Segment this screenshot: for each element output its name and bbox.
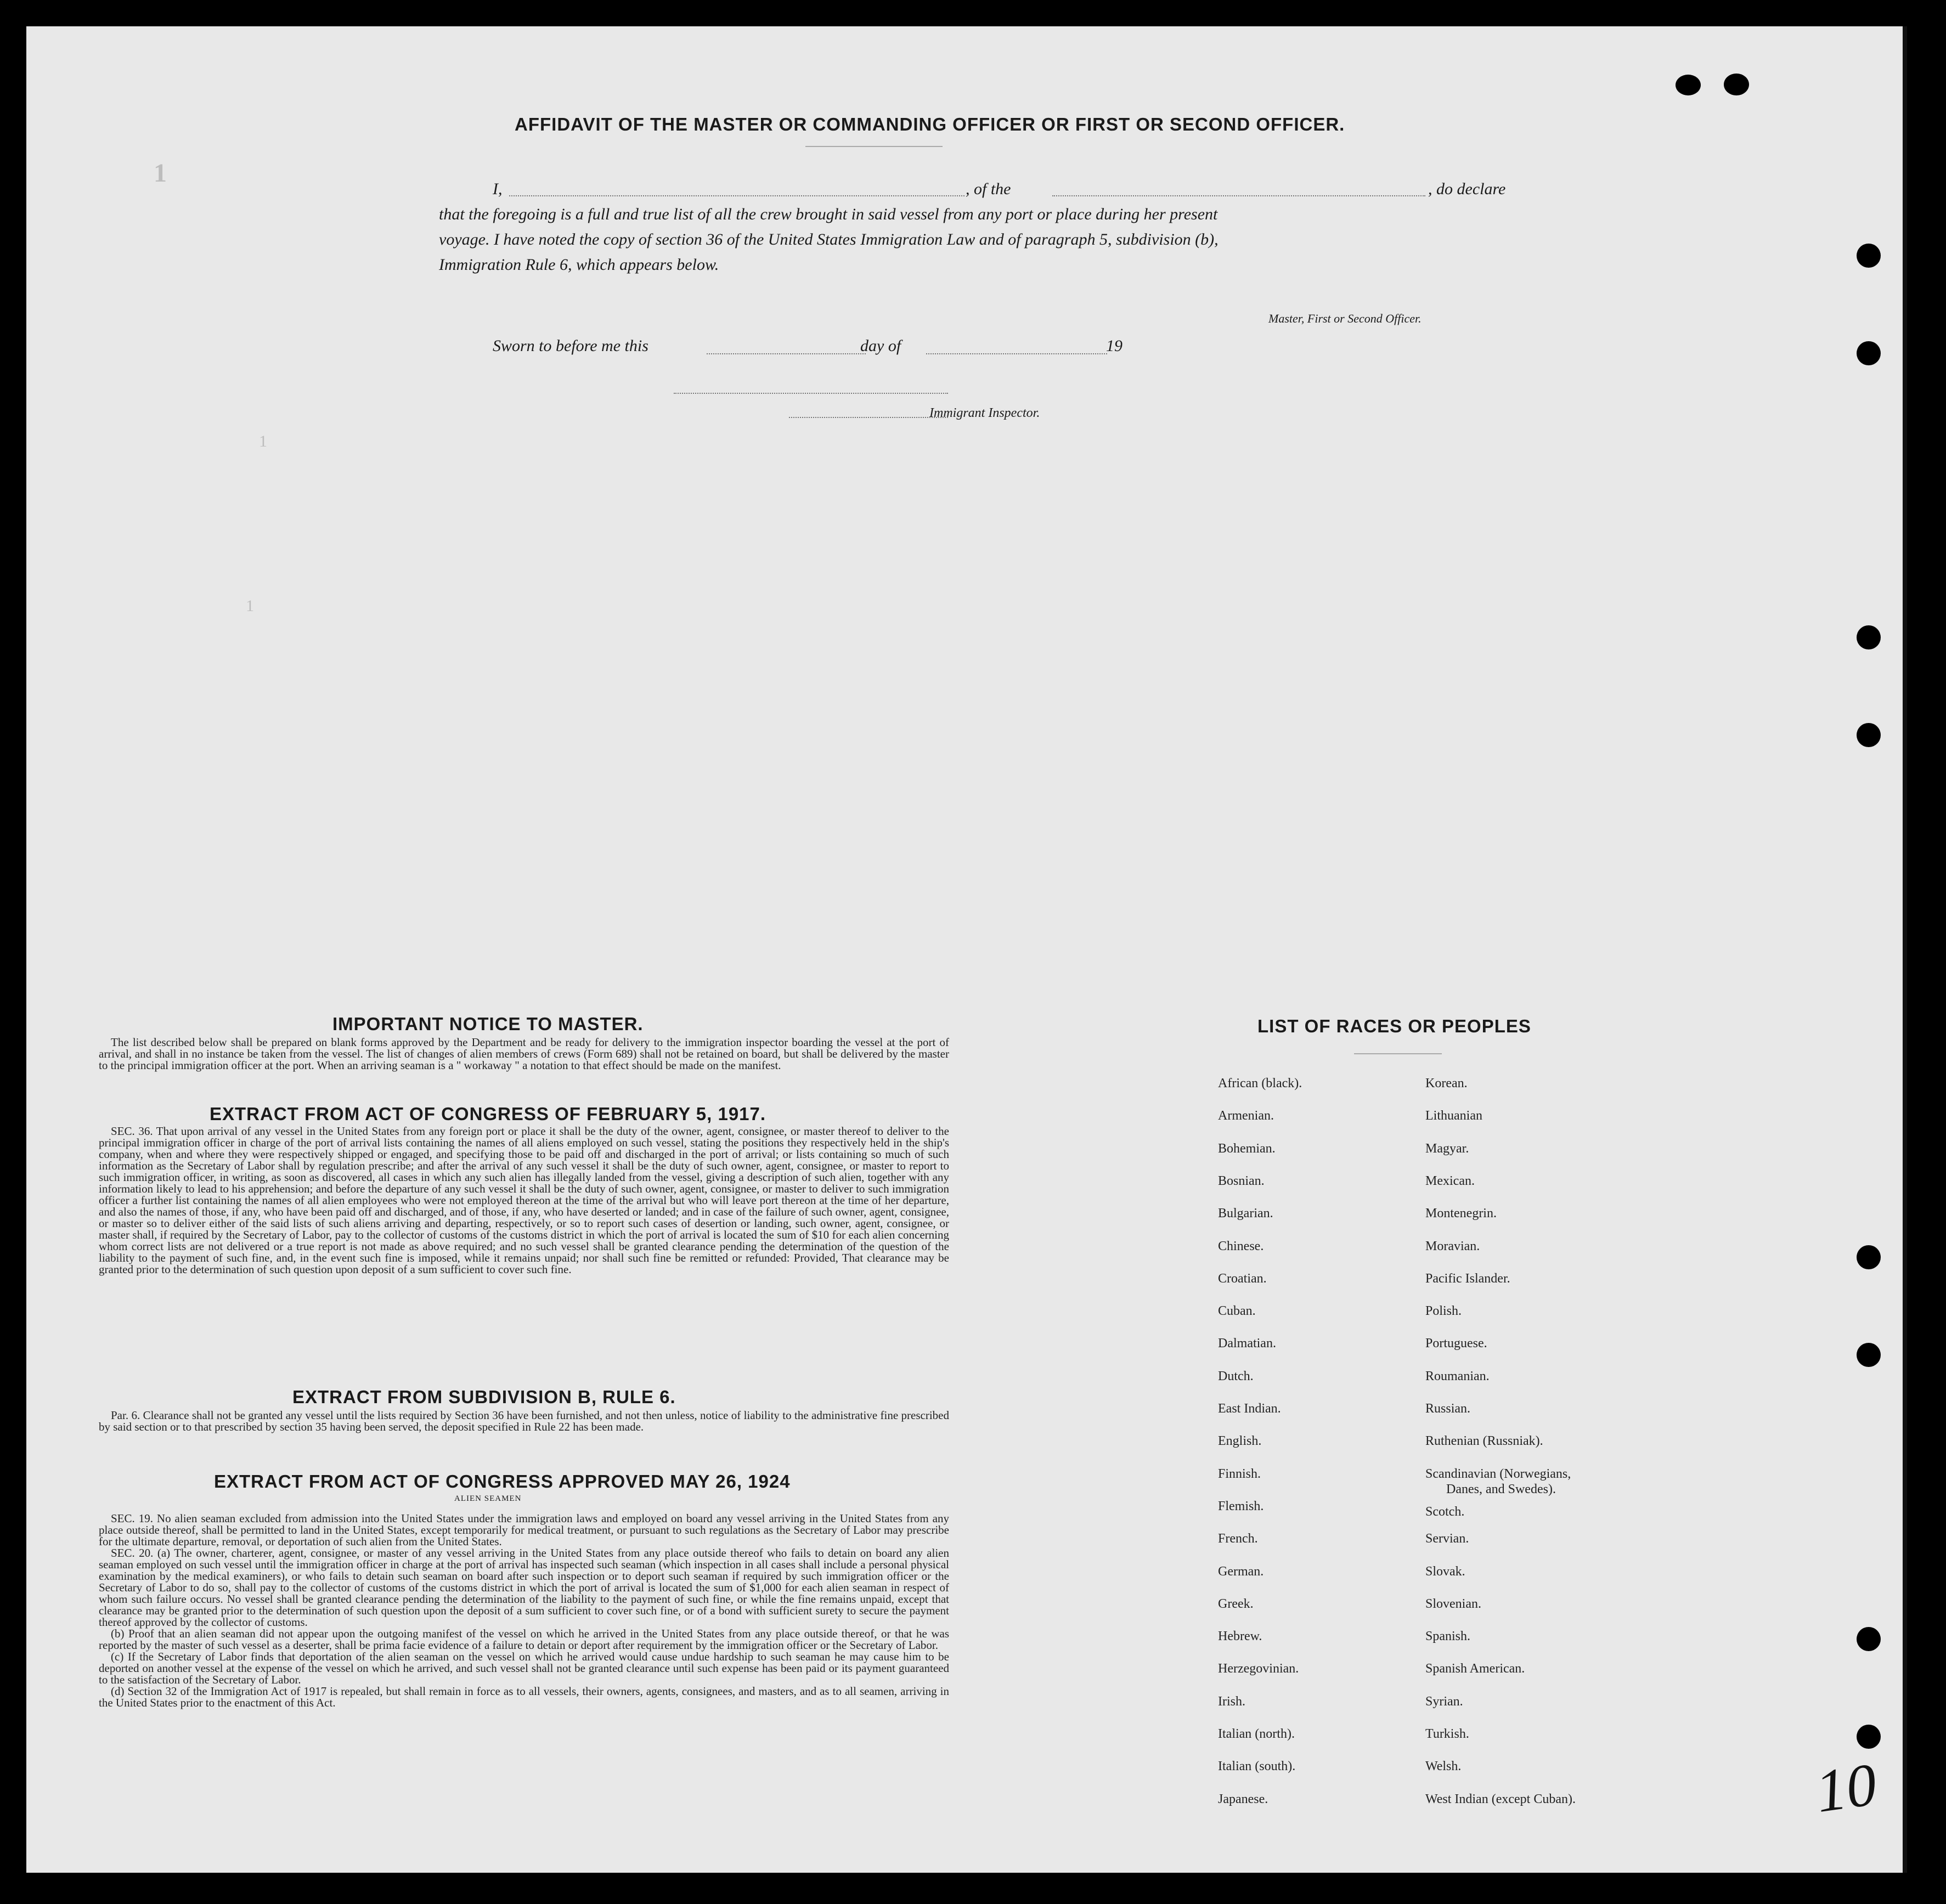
notice-text: The list described below shall be prepared on blank forms approved by the Department and be ready for delivery to the immigration inspector boarding the vessel at the port of arrival, and shall in no instance be taken from the vessel. The list of changes of alien members of crews (Form 689) shall not be retained on board, but shall be delivered by the master to the principal immigration officer at the port. When an arriving seaman is a " workaway " a notation to that effect should be made on the manifest. xyxy=(99,1036,949,1072)
sworn-label: Sworn to before me this xyxy=(493,337,648,355)
races-divider xyxy=(1354,1053,1442,1054)
race-item: Hebrew. xyxy=(1218,1629,1262,1644)
extract-1924-text: SEC. 19. No alien seaman excluded from admission into the United States under the immigration laws and employed on board any vessel arriving in the United States from any place outside thereof, shall be permitted to land in the United States, except temporarily for medical treatment, or pursuant to such regulations as the Secretary of Labor may prescribe for the ultimate departure, removal, or deportation of such alien from the United States. SEC. 20. (a) The owner, charterer, agent, consignee, or master of any vessel arriving in the United States from any place outside thereof who fails to detain on board any alien seaman employed on such vessel until the immigration officer in charge at the port of arrival has inspected such seaman (which inspection in all cases shall include a personal physical examination by the medical examiners), or who fails to detain such seaman on board after such inspection or to deport such seaman if required by such immigration officer or the Secretary of Labor to do so, shall pay to the collector of customs of the customs district in which the port of arrival is located the sum of $1,000 for each alien seaman in respect of whom such failure occurs. No vessel shall be granted clearance pending the determination of the liability to the payment of such fine, or while the fine remains unpaid, except that clearance may be granted prior to the determination of such question upon the deposit of a sum sufficient to cover such fine, or of a bond with sufficient surety to secure the payment thereof approved by the collector of customs. (b) Proof that an alien seaman did not appear upon the outgoing manifest of the vessel on which he arrived in the United States from any place outside thereof, or that he was reported by the master of such vessel as a deserter, shall be prima facie evidence of a failure to detain or deport after requirement by the immigration officer or the Secretary of Labor. (c) If the Secretary of Labor finds that deportation of the alien seaman on the vessel on which he arrived would cause undue hardship to such seaman he may cause him to be deported on another vessel at the expense of the vessel on which he arrived, and such vessel shall not be granted clearance until such expense has been paid or its payment guaranteed to the satisfaction of the Secretary of Labor. (d) Section 32 of the Immigration Act of 1917 is repealed, but shall remain in force as to all vessels, their owners, agents, consignees, and masters, and as to all seamen, arriving in the United States prior to the enactment of this Act. xyxy=(99,1512,949,1709)
race-item: Magyar. xyxy=(1425,1141,1469,1156)
race-item: Scandinavian (Norwegians, xyxy=(1425,1466,1571,1481)
race-item: Armenian. xyxy=(1218,1109,1274,1123)
race-item: Scotch. xyxy=(1425,1504,1465,1519)
of-the-label: , of the xyxy=(966,180,1011,198)
punch-hole xyxy=(1857,1343,1881,1367)
race-item: West Indian (except Cuban). xyxy=(1425,1792,1576,1806)
race-item: English. xyxy=(1218,1434,1262,1449)
signature-label: Master, First or Second Officer. xyxy=(1268,312,1422,325)
race-item: Moravian. xyxy=(1425,1239,1480,1253)
extract-1917-title: EXTRACT FROM ACT OF CONGRESS OF FEBRUARY 5, 1917. xyxy=(210,1104,766,1124)
extract-rule6-text: Par. 6. Clearance shall not be granted any vessel until the lists required by Section 36 have been furnished, and not then unless, notice of liability to the administrative fine prescribed by said section or to that prescribed by section 35 having been served, the deposit specified in Rule 22 has been made. xyxy=(99,1409,949,1433)
punch-hole xyxy=(1857,1245,1881,1269)
bleed-through-mark: 1 xyxy=(246,597,254,615)
extract-1924-title: EXTRACT FROM ACT OF CONGRESS APPROVED MAY 26, 1924 xyxy=(214,1471,791,1491)
bleed-through-mark: 1 xyxy=(259,432,267,450)
race-item: Greek. xyxy=(1218,1596,1254,1611)
race-item: Italian (north). xyxy=(1218,1727,1295,1741)
day-of-label: day of xyxy=(860,337,901,355)
race-item: Roumanian. xyxy=(1425,1369,1490,1383)
race-item: Russian. xyxy=(1425,1402,1471,1416)
inspector-label: Immigrant Inspector. xyxy=(929,406,1040,420)
handwritten-page-number: 10 xyxy=(1811,1750,1881,1826)
notice-title: IMPORTANT NOTICE TO MASTER. xyxy=(332,1014,644,1034)
affidavit-body-line1: that the foregoing is a full and true list of all the crew brought in said vessel from any port or place during her present xyxy=(439,205,1218,223)
punch-hole xyxy=(1857,723,1881,747)
affidavit-body-line2: voyage. I have noted the copy of section 36 of the United States Immigration Law and of paragraph 5, subdivision (b), xyxy=(439,230,1219,248)
affidavit-title: AFFIDAVIT OF THE MASTER OR COMMANDING OFFICER OR FIRST OR SECOND OFFICER. xyxy=(515,114,1345,134)
race-item: Dutch. xyxy=(1218,1369,1254,1383)
punch-hole xyxy=(1857,244,1881,268)
race-item: Bosnian. xyxy=(1218,1173,1265,1188)
race-item: Servian. xyxy=(1425,1532,1469,1546)
punch-hole xyxy=(1676,75,1701,95)
punch-hole xyxy=(1857,341,1881,365)
race-item: Lithuanian xyxy=(1425,1109,1482,1123)
affiant-label: I, xyxy=(493,180,503,198)
race-item: Flemish. xyxy=(1218,1499,1264,1513)
punch-hole xyxy=(1857,625,1881,649)
race-item: Pacific Islander. xyxy=(1425,1271,1510,1286)
affidavit-body-line3: Immigration Rule 6, which appears below. xyxy=(439,256,719,274)
extract-1924-subtitle: ALIEN SEAMEN xyxy=(454,1494,522,1503)
race-item: Japanese. xyxy=(1218,1792,1268,1806)
punch-hole xyxy=(1724,74,1749,95)
race-item: German. xyxy=(1218,1564,1264,1579)
race-item: Herzegovinian. xyxy=(1218,1662,1299,1676)
race-item: African (black). xyxy=(1218,1076,1302,1091)
extract-1917-text: SEC. 36. That upon arrival of any vessel in the United States from any foreign port or place it shall be the duty of the owner, agent, consignee, or master thereof to deliver to the principal immigration officer in charge of the port of arrival lists containing the names of all aliens employed on such vessel, stating the positions they respectively held in the ship's company, when and where they were respectively shipped or engaged, and specifying those to be paid off and discharged in the port of arrival; or lists containing so much of such information as the Secretary of Labor shall by regulation prescribe; and after the arrival of any such vessel it shall be the duty of such owner, agent, consignee, or master to report to such immigration officer, in writing, as soon as discovered, all cases in which any such alien has illegally landed from the vessel, giving a description of such alien, together with any information likely to lead to his apprehension; and before the departure of any such vessel it shall be the duty of such owner, agent, consignee, or master to deliver to such immigration officer a further list containing the names of all alien employees who were not employed thereon at the time of the arrival but who will leave port thereon at the time of her departure, and also the names of those, if any, who have been paid off and discharged, and of those, if any, who have deserted or landed; and in case of the failure of such owner, agent, consignee, or master so to deliver either of the said lists of such aliens arriving and departing, respectively, or so to report such cases of desertion or landing, such owner, agent, consignee, or master shall, if required by the Secretary of Labor, pay to the collector of customs of the customs district in which the port of arrival is located the sum of $10 for each alien concerning whom correct lists are not delivered or a true report is not made as above required; and no such vessel shall be granted clearance pending the determination of the question of the liability to the payment of such fine, and, in the event such fine is imposed, while it remains unpaid; nor shall such fine be remitted or refunded: Provided, That clearance may be granted prior to the determination of such question upon deposit of a sum sufficient to cover such fine. xyxy=(99,1125,949,1276)
race-item: Bulgarian. xyxy=(1218,1206,1273,1221)
do-declare-label: , do declare xyxy=(1428,180,1506,198)
title-divider xyxy=(805,146,943,147)
extract-rule6-title: EXTRACT FROM SUBDIVISION B, RULE 6. xyxy=(292,1387,676,1407)
race-item: Welsh. xyxy=(1425,1759,1462,1774)
race-item: Finnish. xyxy=(1218,1466,1261,1481)
race-item: Polish. xyxy=(1425,1304,1462,1319)
race-item: Dalmatian. xyxy=(1218,1336,1276,1351)
race-item: Irish. xyxy=(1218,1694,1245,1709)
year-prefix: 19 xyxy=(1106,337,1123,355)
race-item: Mexican. xyxy=(1425,1173,1475,1188)
race-item: Bohemian. xyxy=(1218,1141,1276,1156)
inspector-signature-line[interactable] xyxy=(674,393,948,394)
race-item: Turkish. xyxy=(1425,1727,1469,1741)
race-item: Spanish American. xyxy=(1425,1662,1525,1676)
race-item: Portuguese. xyxy=(1425,1336,1487,1351)
sworn-day-field[interactable] xyxy=(707,353,866,354)
inspector-name-field[interactable] xyxy=(789,417,948,418)
race-item: Italian (south). xyxy=(1218,1759,1296,1774)
bleed-through-mark: 1 xyxy=(154,159,167,188)
punch-hole xyxy=(1857,1627,1881,1651)
race-item: Slovenian. xyxy=(1425,1596,1481,1611)
affiant-name-field[interactable] xyxy=(509,195,964,196)
document-page xyxy=(26,26,1907,1873)
race-item: French. xyxy=(1218,1532,1258,1546)
vessel-name-field[interactable] xyxy=(1052,195,1425,196)
race-item: Danes, and Swedes). xyxy=(1446,1482,1556,1496)
sworn-month-field[interactable] xyxy=(926,353,1107,354)
race-item: Croatian. xyxy=(1218,1271,1267,1286)
race-item: Spanish. xyxy=(1425,1629,1471,1644)
punch-hole xyxy=(1857,1725,1881,1749)
race-item: Syrian. xyxy=(1425,1694,1463,1709)
races-title: LIST OF RACES OR PEOPLES xyxy=(1257,1016,1531,1036)
race-item: East Indian. xyxy=(1218,1402,1281,1416)
race-item: Chinese. xyxy=(1218,1239,1264,1253)
race-item: Slovak. xyxy=(1425,1564,1465,1579)
race-item: Cuban. xyxy=(1218,1304,1256,1319)
race-item: Ruthenian (Russniak). xyxy=(1425,1434,1543,1449)
race-item: Korean. xyxy=(1425,1076,1468,1091)
race-item: Montenegrin. xyxy=(1425,1206,1497,1221)
